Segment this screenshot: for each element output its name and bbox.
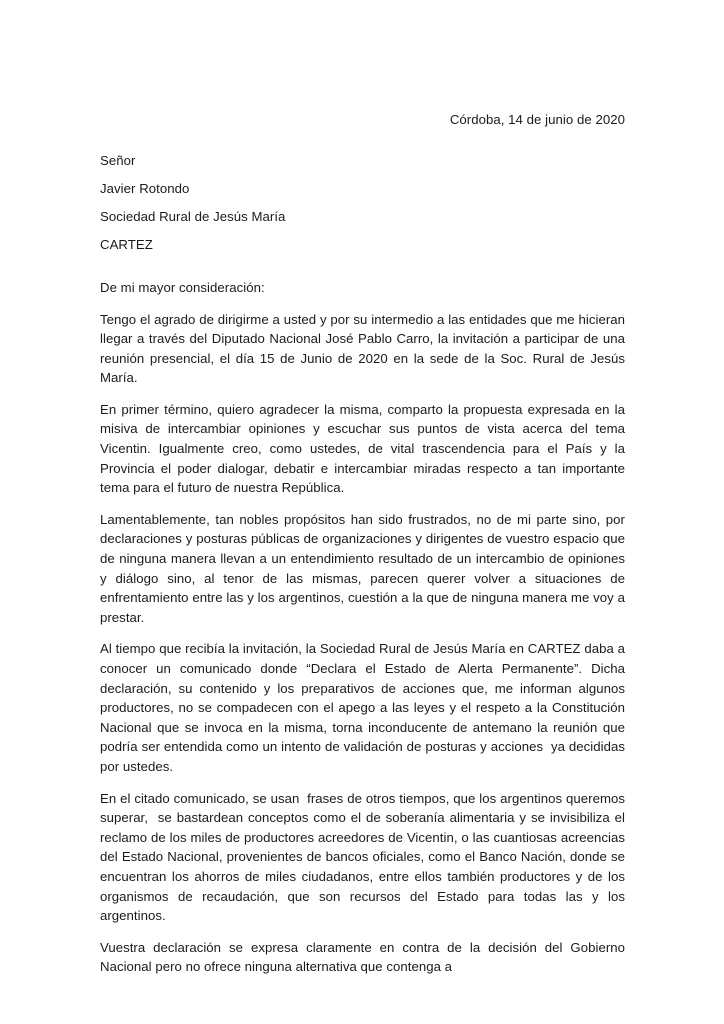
letter-content (100, 0, 629, 977)
body-paragraph: En primer término, quiero agradecer la misma, comparto la propuesta expresada en la misiva de intercambiar opiniones y escuchar sus puntos de vista acerca del tema Vicentin. Igualmente creo, como ustedes, de vital trascendencia para el País y la Provincia el poder dialogar, debatir e intercambiar miradas respecto a tan importante tema para el futuro de nuestra República. (100, 401, 629, 496)
body-paragraph: Al tiempo que recibía la invitación, la Sociedad Rural de Jesús María en CARTEZ daba a conocer un comunicado donde “Declara el Estado de Alerta Permanente”. Dicha declaración, su contenido y los preparativos de acciones que, me informan algunos productores, no se compadecen con el apego a las leyes y el respeto a la Constitución Nacional que se invoca en la misma, torna inconducente de antemano la reunión que podría ser entendida como un intento de validación de posturas y acciones ya decididas por ustedes. (100, 641, 629, 774)
body-paragraph: Lamentablemente, tan nobles propósitos han sido frustrados, no de mi parte sino, por declaraciones y posturas públicas de organizaciones y dirigentes de vuestro espacio que de ninguna manera llevan a un entendimiento resultado de un intercambio de opiniones y diálogo sino, al tenor de las mismas, parecen querer volver a situaciones de enfrentamiento entre las y los argentinos, cuestión a la que de ninguna manera me voy a prestar. (100, 511, 629, 625)
body-paragraph-truncated: Vuestra declaración se expresa claramente en contra de la decisión del Gobierno Nacional pero no ofrece ninguna alternativa que contenga a (100, 939, 629, 975)
salutation: De mi mayor consideración: (100, 280, 265, 295)
letter-body (100, 310, 629, 977)
addressee-line-entity: CARTEZ (100, 236, 153, 252)
body-paragraph: Tengo el agrado de dirigirme a usted y por su intermedio a las entidades que me hicieran llegar a través del Diputado Nacional José Pablo Carro, la invitación a participar de una reunión presencial, el día 15 de Junio de 2020 en la sede de la Soc. Rural de Jesús María. (100, 311, 629, 386)
addressee-block (100, 151, 625, 255)
addressee-line-name: Javier Rotondo (100, 180, 190, 196)
addressee-line-organization: Sociedad Rural de Jesús María (100, 208, 286, 224)
date-line: Córdoba, 14 de junio de 2020 (449, 112, 625, 127)
addressee-line-salutation-title: Señor (100, 152, 136, 168)
body-paragraph: En el citado comunicado, se usan frases de otros tiempos, que los argentinos queremos superar, se bastardean conceptos como el de soberanía alimentaria y se invisibiliza el reclamo de los miles de productores acreedores de Vicentin, o las cuantiosas acreencias del Estado Nacional, provenientes de bancos oficiales, como el Banco Nación, donde se encuentran los ahorros de miles ciudadanos, entre ellos también productores y de los organismos de recaudación, que son recursos del Estado para todas las y los argentinos. (100, 790, 629, 924)
